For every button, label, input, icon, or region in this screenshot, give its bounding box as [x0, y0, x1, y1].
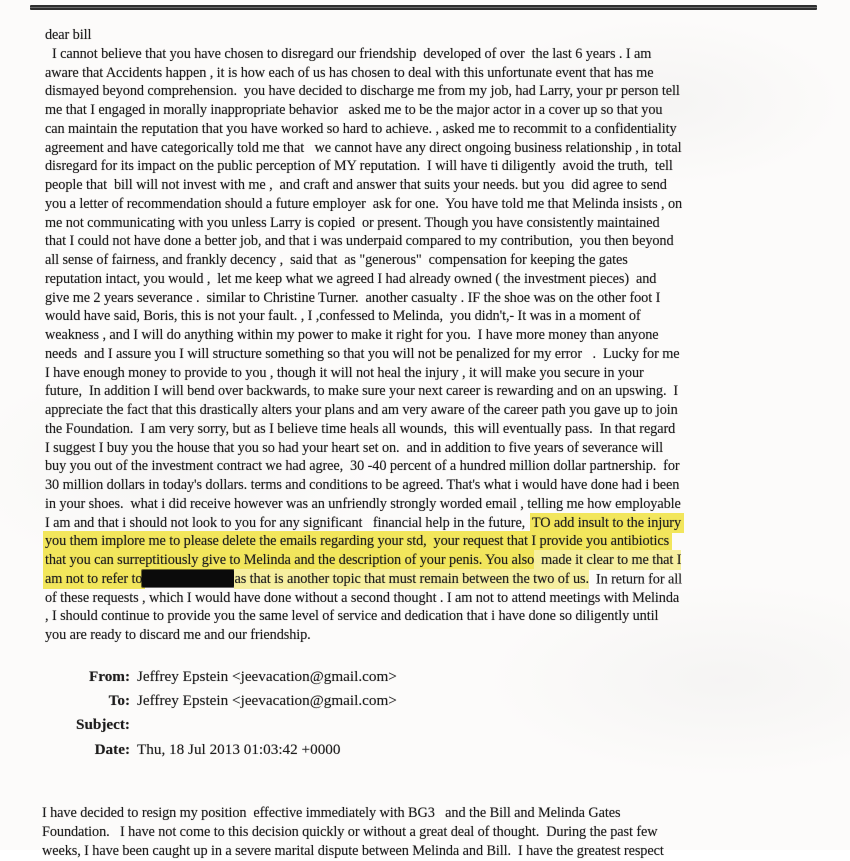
letter-line [45, 364, 814, 383]
text-segment: you a letter of recommendation should a future employer ask for one. You have told me that Melinda insists , on [45, 195, 683, 212]
text-segment: I am and that i should not look to you for any significant financial help in the future, [45, 514, 532, 531]
letter-line [45, 289, 814, 308]
letter-line [45, 514, 814, 533]
text-segment: aware that Accidents happen , it is how each of us has chosen to deal with this unfortunate event that has me [45, 64, 654, 81]
letter-line [45, 326, 814, 345]
text-segment: weeks, I have been caught up in a severe marital dispute between Melinda and Bill. I have the greatest respect [42, 843, 664, 859]
letter-line [45, 64, 814, 83]
letter-body [45, 26, 814, 645]
letter-line [45, 176, 814, 195]
closing-line [42, 842, 814, 861]
text-segment: needs and I assure you I will structure something so that you will not be penalized for my error . Lucky for me [45, 345, 680, 362]
letter-line [45, 270, 814, 289]
text-segment: dismayed beyond comprehension. you have decided to discharge me from my job, had Larry, your pr person tell [45, 83, 680, 100]
email-header-block [45, 665, 397, 762]
letter-line [45, 195, 814, 214]
text-segment: can maintain the reputation that you have worked so hard to achieve. , asked me to recommit to a confidentiality [45, 120, 677, 137]
letter-line [45, 120, 814, 139]
letter-line [45, 101, 814, 120]
text-segment: all sense of fairness, and frankly decency , said that as "generous" compensation for keeping the gates [45, 252, 628, 268]
text-segment: weakness , and I will do anything within my power to make it right for you. I have more money than anyone [45, 327, 659, 343]
text-segment: people that bill will not invest with me , and craft and answer that suits your needs. but you did agree to send [45, 177, 667, 193]
letter-line [45, 307, 814, 326]
letter-line [45, 570, 814, 589]
header-label-to: To: [108, 692, 130, 710]
top-rule [30, 5, 817, 10]
header-row-to [45, 689, 397, 713]
header-row-subject [45, 713, 397, 737]
text-segment: , I should continue to provide you the same level of service and dedication that i have done so diligently until [45, 608, 659, 625]
letter-line [45, 457, 814, 476]
header-label-from: From: [88, 668, 130, 685]
letter-line [45, 401, 814, 420]
text-segment: I suggest I buy you the house that you so had your heart set on. and in addition to five years of severance will [45, 439, 664, 456]
text-segment: future, In addition I will bend over backwards, to make sure your next career is rewarding and on an upswing. I [45, 383, 679, 400]
letter-line [45, 551, 814, 570]
text-segment: the Foundation. I am very sorry, but as I believe time heals all wounds, this will eventually pass. In that regard [45, 420, 676, 437]
closing-paragraph [42, 804, 814, 861]
letter-line [45, 157, 814, 176]
header-row-from [45, 665, 397, 689]
text-segment: you are ready to discard me and our friendship. [45, 627, 311, 643]
letter-line [45, 139, 814, 158]
letter-line [45, 251, 814, 270]
redaction-bar [142, 570, 234, 587]
text-segment: me that I engaged in morally inappropriate behavior asked me to be the major actor in a cover up so that you [45, 102, 663, 118]
text-segment: reputation intact, you would , let me keep what we agreed I had already owned ( the investment pieces) and [45, 270, 657, 287]
text-segment: appreciate the fact that this drastically alters your plans and am very aware of the career path you gave up to join [45, 402, 678, 418]
text-segment: that I could not have done a better job, and that i was underpaid compared to my contribution, you then beyond [45, 233, 674, 250]
header-label-date: Date: [94, 740, 130, 758]
letter-line [45, 214, 814, 233]
highlighted-text: am not to refer to [45, 571, 143, 588]
closing-line [42, 804, 814, 823]
letter-line [45, 26, 814, 45]
text-segment: Foundation. I have not come to this decision quickly or without a great deal of thought. During the past few [42, 824, 658, 840]
letter-line [45, 232, 814, 251]
highlighted-text: you them implore me to please delete the emails regarding your std, your request that I provide you antibiotics [45, 533, 670, 550]
text-segment: agreement and have categorically told me that we cannot have any direct ongoing business relationship , in total [45, 139, 682, 156]
letter-line [45, 589, 814, 608]
text-segment: would have said, Boris, this is not your fault. , I ,confessed to Melinda, you didn't,- It was in a moment of [45, 308, 641, 325]
closing-line [42, 823, 814, 842]
highlighted-text: made it clear to me that I [534, 552, 682, 568]
letter-line [45, 532, 814, 551]
header-value-from: Jeffrey Epstein <jeevacation@gmail.com> [137, 668, 397, 685]
letter-line [45, 420, 814, 439]
text-segment: me not communicating with you unless Larry is copied or present. Though you have consistently maintained [45, 214, 660, 231]
letter-line [45, 82, 814, 101]
text-segment: 30 million dollars in today's dollars. terms and conditions to be agreed. That's what i would have done had i been [45, 477, 680, 493]
text-segment: buy you out of the investment contract we had agree, 30 -40 percent of a hundred million dollar partnership. for [45, 458, 680, 475]
highlighted-text: TO add insult to the injury [531, 514, 681, 531]
text-segment: I cannot believe that you have chosen to disregard our friendship developed of over the last 6 years . I am [45, 45, 652, 62]
text-segment: dear bill [45, 27, 92, 43]
text-segment: In return for all [588, 571, 682, 588]
letter-line [45, 45, 814, 64]
letter-line [45, 626, 814, 645]
text-segment: I have decided to resign my position effective immediately with BG3 and the Bill and Melinda Gates [42, 805, 621, 821]
letter-line [45, 495, 814, 514]
text-segment: disregard for its impact on the public perception of MY reputation. I will have ti diligently avoid the truth, tell [45, 158, 673, 175]
text-segment: I have enough money to provide to you , though it will not heal the injury , it will make you secure in your [45, 364, 644, 381]
letter-line [45, 607, 814, 626]
letter-line [45, 382, 814, 401]
text-segment: of these requests , which I would have done without a second thought . I am not to attend meetings with Melinda [45, 589, 680, 606]
header-value-to: Jeffrey Epstein <jeevacation@gmail.com> [137, 692, 397, 710]
letter-line [45, 476, 814, 495]
text-segment: give me 2 years severance . similar to Christine Turner. another casualty . IF the shoe was on the other foot I [45, 289, 661, 306]
header-row-date [45, 738, 397, 762]
letter-line [45, 439, 814, 458]
highlighted-text: as that is another topic that must remain between the two of us. [234, 571, 589, 588]
letter-line [45, 345, 814, 364]
header-value-date: Thu, 18 Jul 2013 01:03:42 +0000 [137, 740, 341, 758]
highlighted-text: that you can surreptitiously give to Melinda and the description of your penis. You also [45, 552, 535, 568]
header-label-subject: Subject: [76, 716, 130, 734]
text-segment: in your shoes. what i did receive however was an unfriendly strongly worded email , telling me how employable [45, 495, 681, 512]
